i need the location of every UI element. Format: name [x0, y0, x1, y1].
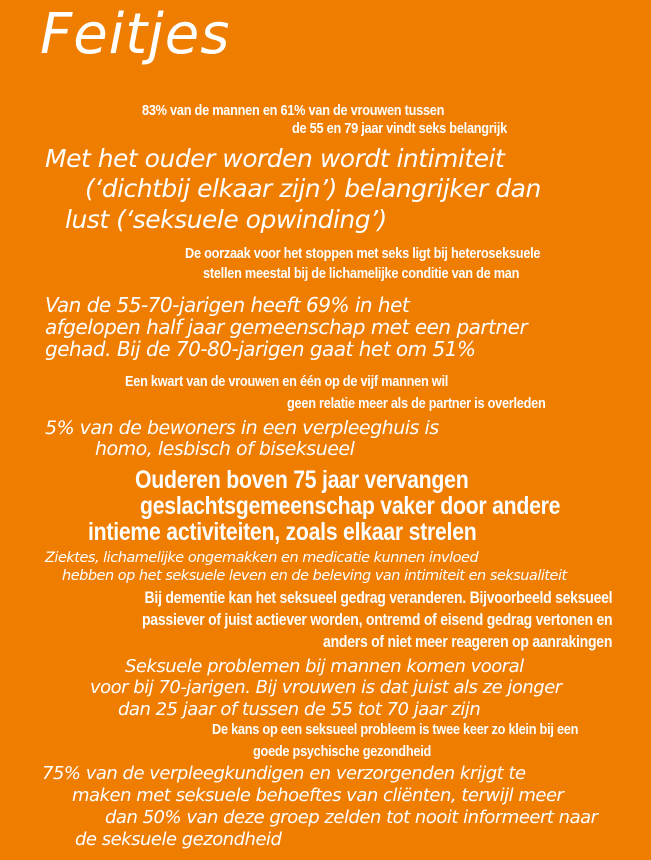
fact-7-line-3: intieme activiteiten, zoals elkaar strelen	[88, 518, 477, 546]
fact-8-line-1: Ziektes, lichamelijke ongemakken en medicatie kunnen invloed	[45, 550, 479, 566]
fact-12-line-2: maken met seksuele behoeftes van cliënten, terwijl meer	[72, 785, 564, 806]
fact-1-line-1: 83% van de mannen en 61% van de vrouwen tussen	[142, 102, 445, 119]
fact-5-line-1: Een kwart van de vrouwen en één op de vijf mannen wil	[125, 373, 449, 390]
fact-3-line-1: De oorzaak voor het stoppen met seks ligt bij heteroseksuele	[185, 245, 541, 262]
fact-10-line-3: dan 25 jaar of tussen de 55 tot 70 jaar zijn	[118, 699, 481, 720]
fact-3-line-2: stellen meestal bij de lichamelijke conditie van de man	[203, 265, 520, 282]
fact-4-line-3: gehad. Bij de 70-80-jarigen gaat het om 51%	[45, 337, 476, 361]
fact-12-line-3: dan 50% van deze groep zelden tot nooit informeert naar	[105, 807, 598, 828]
fact-10-line-2: voor bij 70-jarigen. Bij vrouwen is dat juist als ze jonger	[90, 677, 562, 698]
fact-8-line-2: hebben op het seksuele leven en de beleving van intimiteit en seksualiteit	[62, 568, 567, 584]
fact-1-line-2: de 55 en 79 jaar vindt seks belangrijk	[292, 120, 507, 137]
fact-12-line-4: de seksuele gezondheid	[75, 829, 282, 850]
fact-11-line-1: De kans op een seksueel probleem is twee keer zo klein bij een	[212, 721, 579, 738]
poster-title: Feitjes	[40, 2, 231, 67]
fact-10-line-1: Seksuele problemen bij mannen komen vooral	[125, 656, 524, 677]
fact-9-line-1: Bij dementie kan het seksueel gedrag veranderen. Bijvoorbeeld seksueel	[144, 589, 612, 607]
fact-4-line-1: Van de 55-70-jarigen heeft 69% in het	[45, 293, 410, 317]
fact-6-line-1: 5% van de bewoners in een verpleeghuis is	[45, 417, 439, 439]
fact-2-line-3: lust (‘seksuele opwinding’)	[65, 205, 387, 234]
fact-7-line-2: geslachtsgemeenschap vaker door andere	[140, 492, 561, 520]
fact-6-line-2: homo, lesbisch of biseksueel	[95, 438, 355, 460]
fact-4-line-2: afgelopen half jaar gemeenschap met een partner	[45, 315, 528, 339]
fact-2-line-2: (‘dichtbij elkaar zijn’) belangrijker dan	[85, 174, 541, 203]
fact-12-line-1: 75% van de verpleegkundigen en verzorgenden krijgt te	[42, 763, 526, 784]
fact-9-line-3: anders of niet meer reageren op aanrakingen	[322, 633, 612, 651]
fact-2-line-1: Met het ouder worden wordt intimiteit	[45, 144, 505, 173]
fact-5-line-2: geen relatie meer als de partner is overleden	[287, 395, 546, 412]
fact-7-line-1: Ouderen boven 75 jaar vervangen	[135, 466, 469, 494]
fact-11-line-2: goede psychische gezondheid	[253, 743, 432, 760]
fact-9-line-2: passiever of juist actiever worden, ontremd of eisend gedrag vertonen en	[141, 611, 612, 629]
